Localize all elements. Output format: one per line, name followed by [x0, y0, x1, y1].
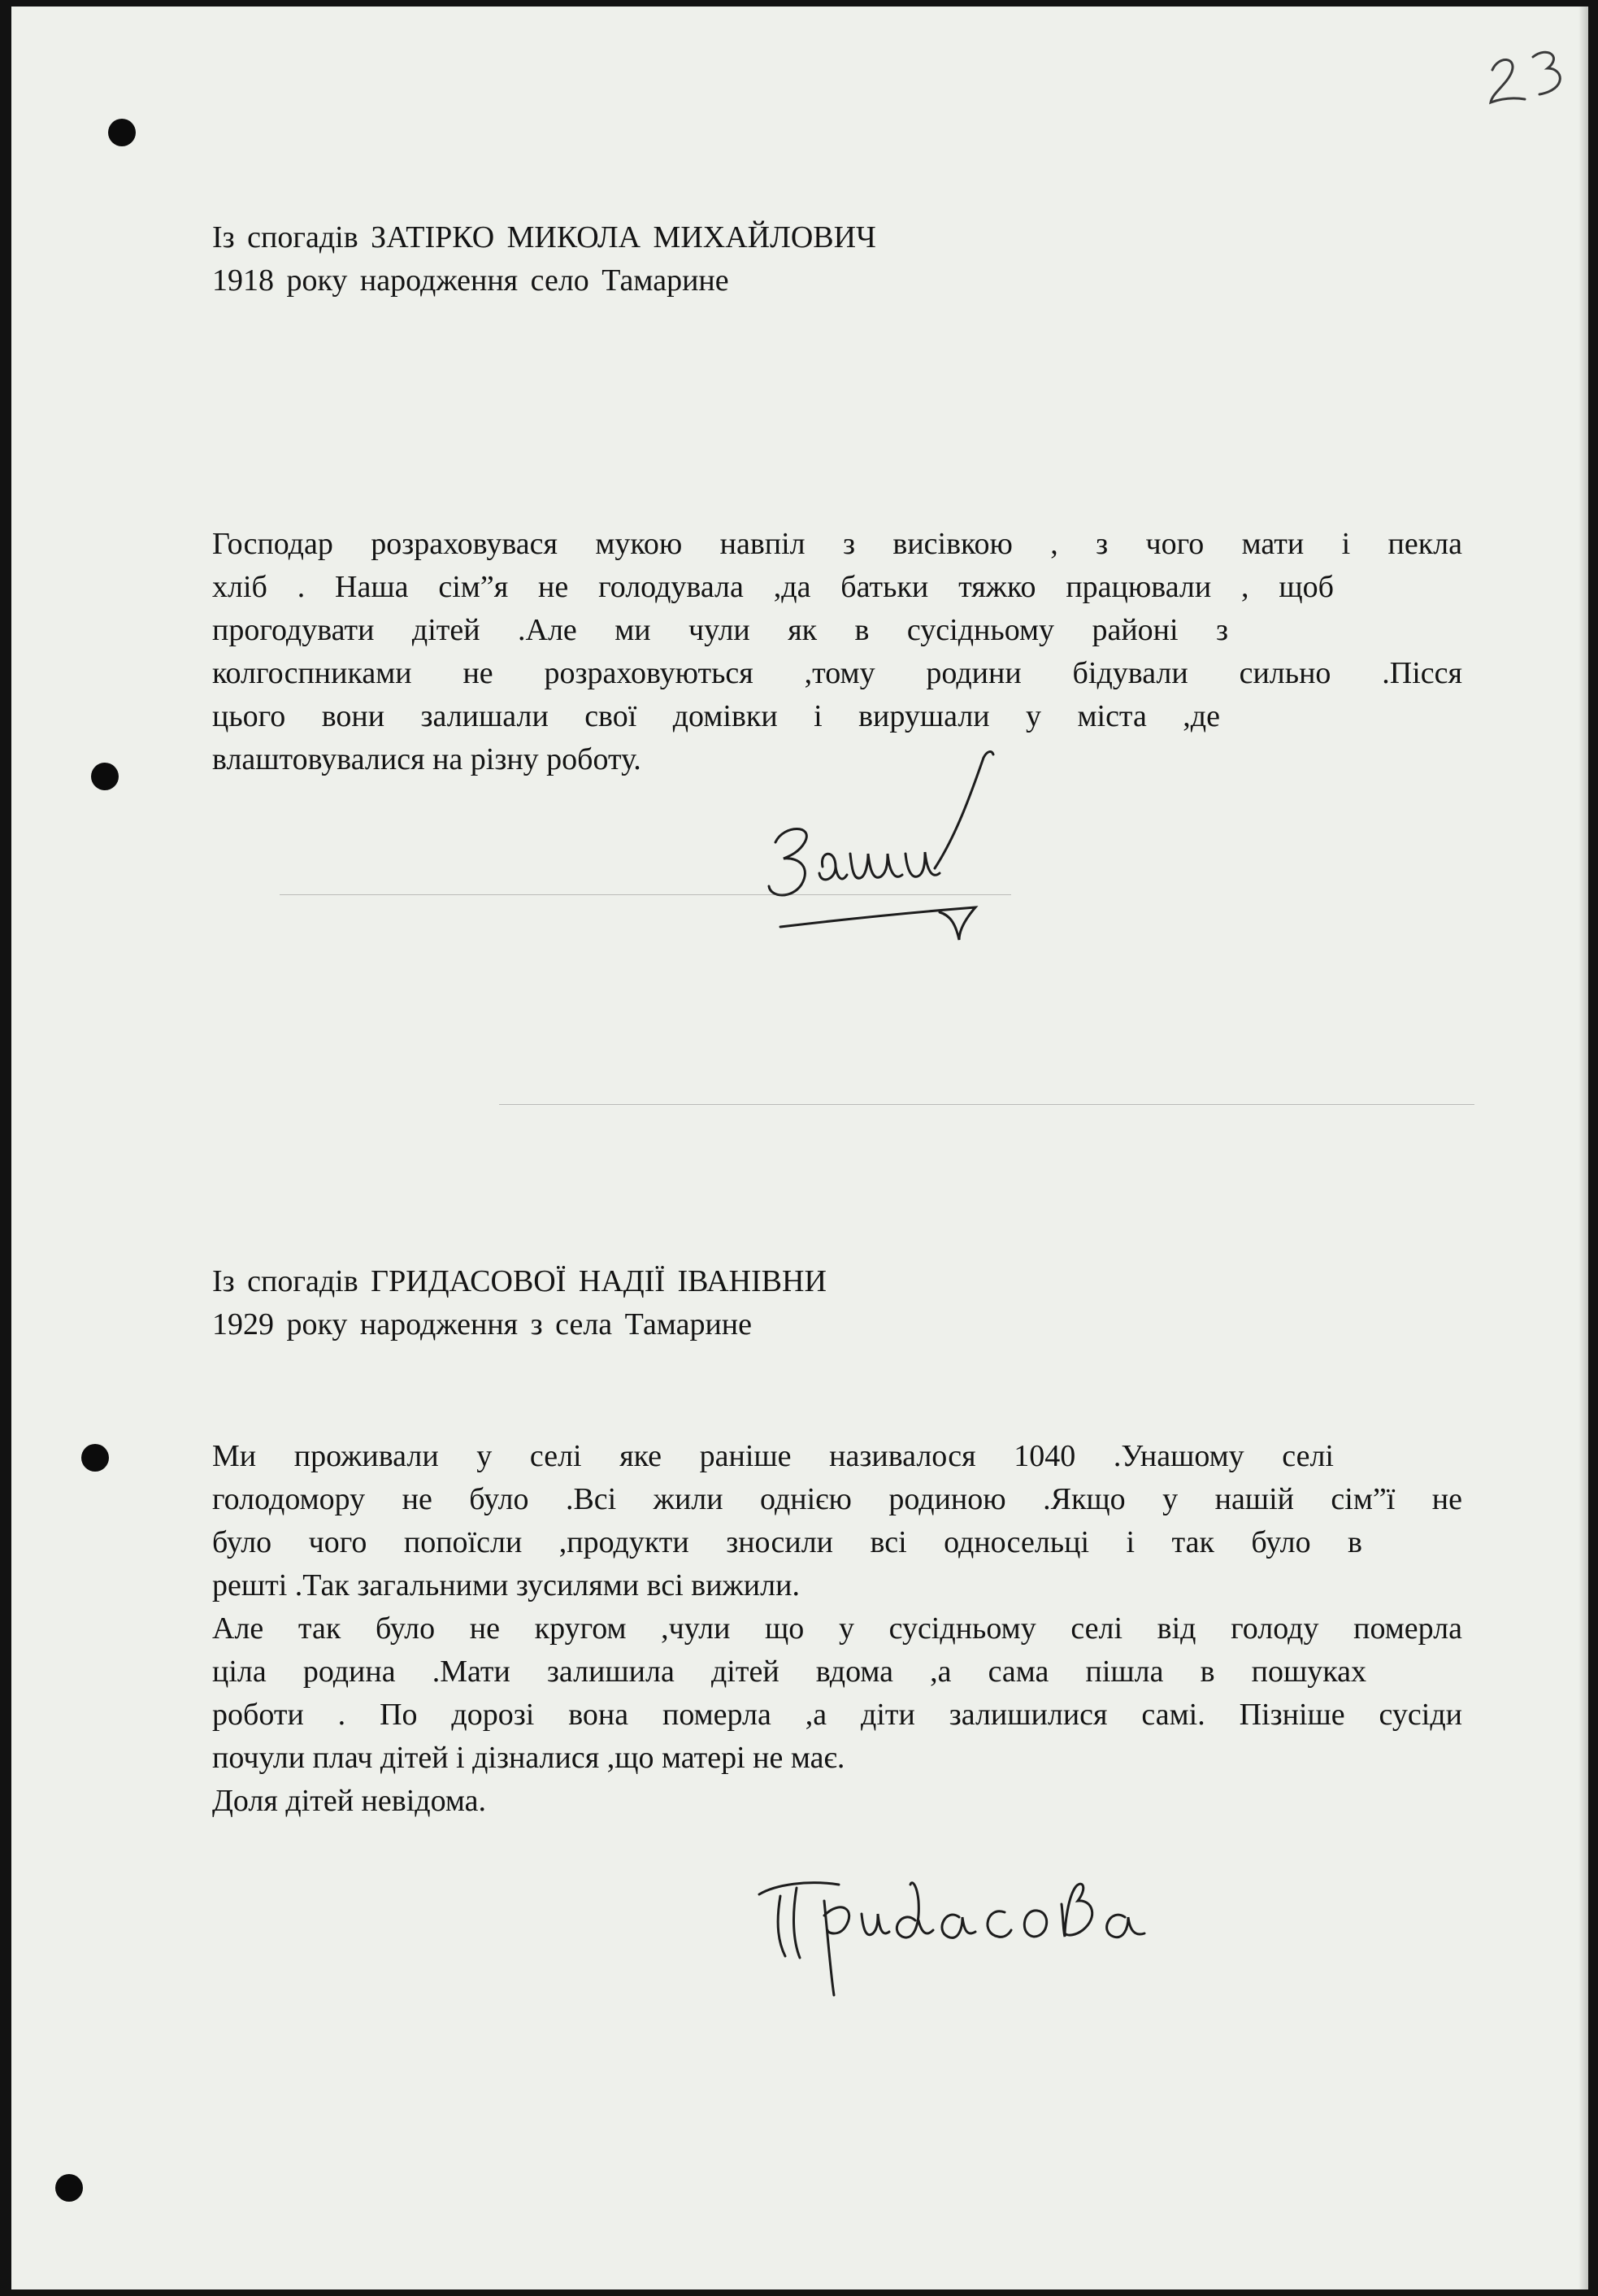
- section-1-body-line-5: цього вони залишали свої домівки і вирушали у міста ,де: [212, 699, 1220, 733]
- scan-artifact-line-2: [499, 1104, 1474, 1105]
- section-1-body-line-1: Господар розраховувася мукою навпіл з висівкою , з чого мати і пекла: [212, 527, 1462, 561]
- section-2-body-line-9: Доля дітей невідома.: [212, 1784, 487, 1818]
- signature-hrydasova: [743, 1852, 1166, 2015]
- punch-hole-3: [81, 1444, 109, 1472]
- section-1-heading-line-2: 1918 року народження село Тамарине: [212, 263, 729, 298]
- document-page: [11, 7, 1588, 2289]
- section-1-body-line-3: прогодувати дітей .Але ми чули як в сусідньому районі з: [212, 613, 1228, 647]
- signature-zatirko: [751, 746, 1044, 950]
- punch-hole-1: [108, 119, 136, 146]
- section-2-body-line-2: голодомору не було .Всі жили однією родиною .Якщо у нашій сім”ї не: [212, 1482, 1462, 1516]
- section-2-body-line-5: Але так було не кругом ,чули що у сусідньому селі від голоду померла: [212, 1611, 1462, 1646]
- section-2-heading: [212, 1260, 827, 1346]
- section-2-body-line-6: ціла родина .Мати залишила дітей вдома ,а сама пішла в пошуках: [212, 1655, 1366, 1689]
- scan-artifact-line-1: [280, 894, 1011, 895]
- punch-hole-4: [55, 2174, 83, 2202]
- section-1-heading: [212, 216, 876, 302]
- section-2-body-line-3: було чого попоїсли ,продукти зносили всі односельці і так було в: [212, 1525, 1362, 1559]
- section-2-body-line-8: почули плач дітей і дізналися ,що матері не має.: [212, 1741, 845, 1775]
- section-2-body-line-1: Ми проживали у селі яке раніше називалося 1040 .Унашому селі: [212, 1439, 1334, 1473]
- section-2-body-line-7: роботи . По дорозі вона померла ,а діти залишилися самі. Пізніше сусіди: [212, 1698, 1462, 1732]
- section-1-heading-line-1: Із спогадів ЗАТІРКО МИКОЛА МИХАЙЛОВИЧ: [212, 220, 876, 254]
- handwritten-page-number: [1483, 39, 1572, 112]
- section-2-body: [212, 1435, 1462, 1823]
- section-1-body-line-4: колгоспниками не розраховуються ,тому родини бідували сильно .Пісся: [212, 656, 1462, 690]
- section-1-body: [212, 523, 1462, 781]
- section-2-heading-line-2: 1929 року народження з села Тамарине: [212, 1307, 752, 1342]
- section-2-heading-line-1: Із спогадів ГРИДАСОВОЇ НАДІЇ ІВАНІВНИ: [212, 1264, 827, 1298]
- section-2-body-line-4: решті .Так загальними зусилями всі вижили.: [212, 1568, 800, 1602]
- punch-hole-2: [91, 763, 119, 790]
- section-1-body-line-6: влаштовувалися на різну роботу.: [212, 742, 641, 776]
- section-1-body-line-2: хліб . Наша сім”я не голодувала ,да батьки тяжко працювали , щоб: [212, 570, 1334, 604]
- page-edge-shadow: [1578, 7, 1588, 2289]
